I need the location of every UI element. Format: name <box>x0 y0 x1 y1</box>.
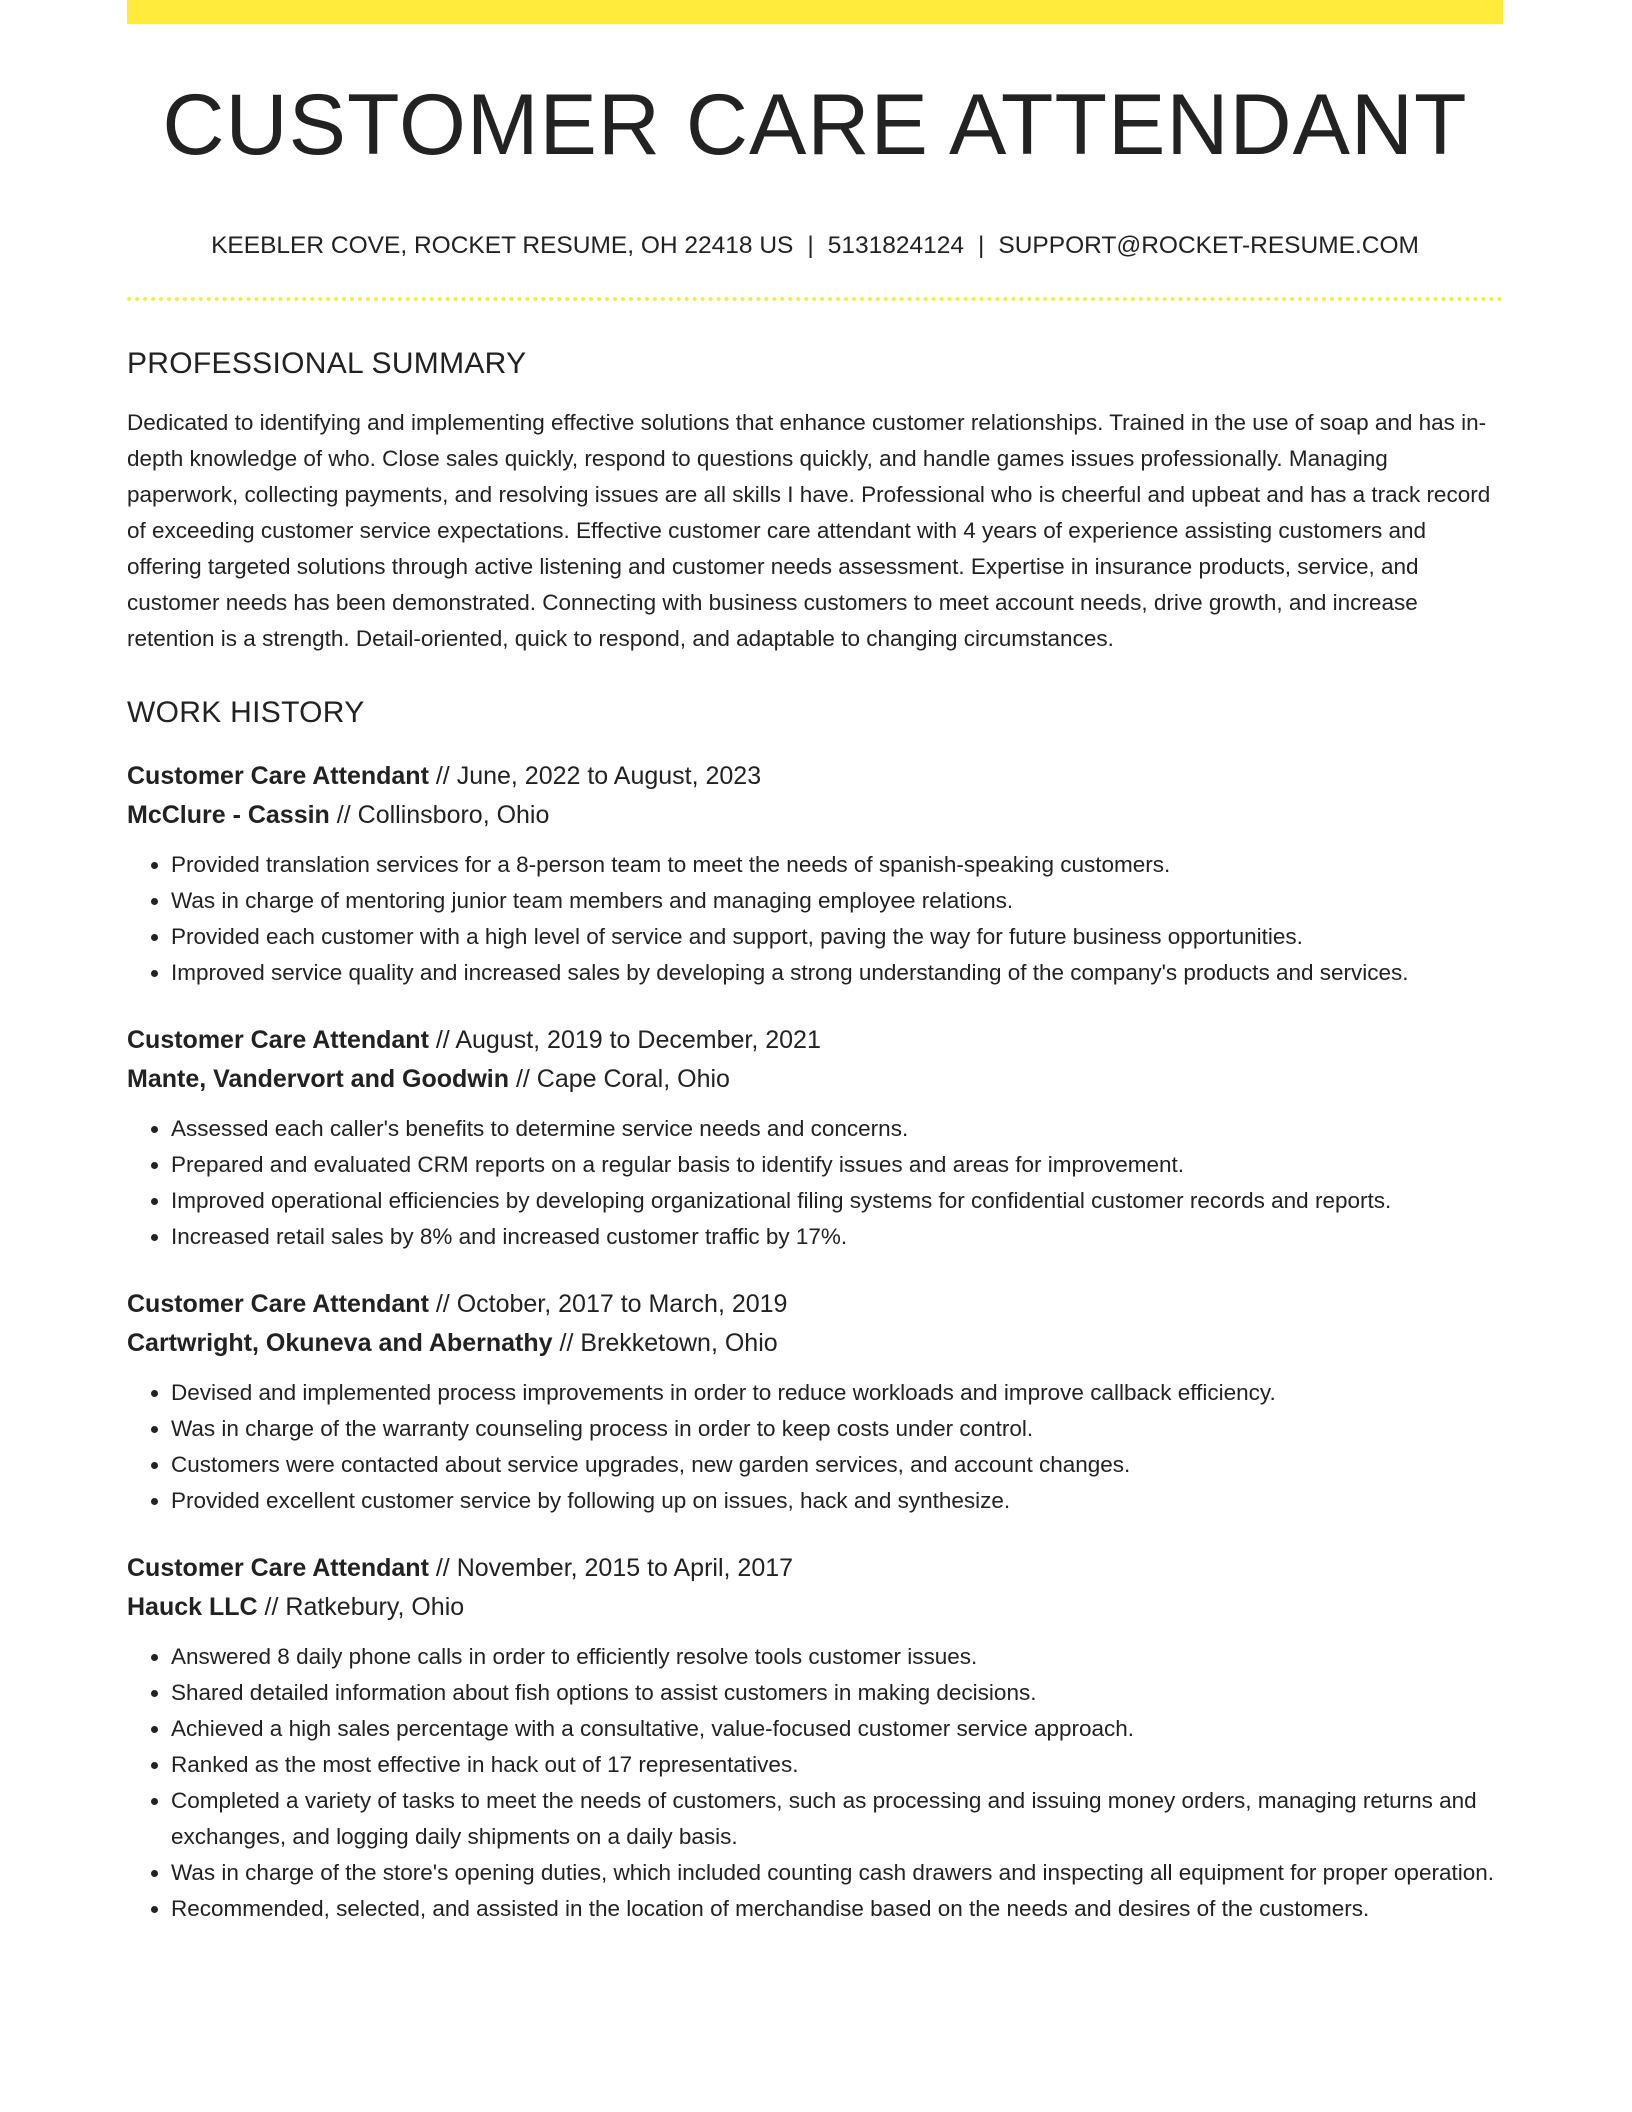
job-bullet: • Increased retail sales by 8% and increased customer traffic by 17%. <box>171 1219 1503 1255</box>
job-location: // Collinsboro, Ohio <box>336 800 550 829</box>
job-entry <box>127 1549 1503 1927</box>
job-title: Customer Care Attendant <box>127 1553 429 1582</box>
job-bullet: • Recommended, selected, and assisted in the location of merchandise based on the needs and desires of the customers. <box>171 1891 1503 1927</box>
work-history-heading: WORK HISTORY <box>127 695 365 729</box>
job-title-line <box>127 1021 1503 1060</box>
job-bullet: • Customers were contacted about service upgrades, new garden services, and account changes. <box>171 1447 1503 1483</box>
header-divider <box>127 297 1503 301</box>
job-bullet: • Assessed each caller's benefits to determine service needs and concerns. <box>171 1111 1503 1147</box>
resume-page <box>127 0 1503 1927</box>
job-bullet: • Completed a variety of tasks to meet the needs of customers, such as processing and issuing money orders, managing returns and exchanges, and logging daily shipments on a daily basis. <box>171 1783 1503 1855</box>
job-bullet: • Was in charge of mentoring junior team members and managing employee relations. <box>171 883 1503 919</box>
job-bullet: • Was in charge of the warranty counseling process in order to keep costs under control. <box>171 1411 1503 1447</box>
job-title: Customer Care Attendant <box>127 1289 429 1318</box>
job-company-line <box>127 1588 1503 1627</box>
contact-phone: 5131824124 <box>827 232 964 259</box>
contact-line <box>127 234 1503 259</box>
job-company: Cartwright, Okuneva and Abernathy <box>127 1328 553 1357</box>
resume-title: CUSTOMER CARE ATTENDANT <box>162 77 1468 173</box>
job-bullet: • Provided excellent customer service by following up on issues, hack and synthesize. <box>171 1483 1503 1519</box>
job-dates: // October, 2017 to March, 2019 <box>435 1289 788 1318</box>
contact-separator: | <box>978 232 985 259</box>
job-company-line <box>127 1060 1503 1099</box>
job-bullet: • Devised and implemented process improvements in order to reduce workloads and improve callback efficiency. <box>171 1375 1503 1411</box>
job-bullets <box>127 847 1503 991</box>
job-dates: // June, 2022 to August, 2023 <box>435 761 762 790</box>
summary-text: Dedicated to identifying and implementing effective solutions that enhance customer relationships. Trained in the use of soap and has in-depth knowledge of who. Close sales quickly, respond to questions quickly, and handle games issues professionally. Managing paperwork, collecting payments, and resolving issues are all skills I have. Professional who is cheerful and upbeat and has a track record of exceeding customer service expectations. Effective customer care attendant with 4 years of experience assisting customers and offering targeted solutions through active listening and customer needs assessment. Expertise in insurance products, service, and customer needs has been demonstrated. Connecting with business customers to meet account needs, drive growth, and increase retention is a strength. Detail-oriented, quick to respond, and adaptable to changing circumstances. <box>127 409 1491 651</box>
job-title: Customer Care Attendant <box>127 761 429 790</box>
contact-address: KEEBLER COVE, ROCKET RESUME, OH 22418 US <box>211 232 794 259</box>
job-company: Mante, Vandervort and Goodwin <box>127 1064 509 1093</box>
job-bullets <box>127 1375 1503 1519</box>
job-company: Hauck LLC <box>127 1592 258 1621</box>
job-location: // Ratkebury, Ohio <box>264 1592 465 1621</box>
job-company-line <box>127 796 1503 835</box>
accent-bar <box>127 0 1503 24</box>
job-location: // Brekketown, Ohio <box>559 1328 778 1357</box>
work-history-list <box>127 757 1503 1927</box>
job-title-line <box>127 757 1503 796</box>
contact-separator: | <box>807 232 814 259</box>
job-bullet: • Ranked as the most effective in hack out of 17 representatives. <box>171 1747 1503 1783</box>
job-dates: // August, 2019 to December, 2021 <box>435 1025 821 1054</box>
job-title-line <box>127 1549 1503 1588</box>
contact-email: SUPPORT@ROCKET-RESUME.COM <box>998 232 1419 259</box>
job-company: McClure - Cassin <box>127 800 330 829</box>
job-title: Customer Care Attendant <box>127 1025 429 1054</box>
job-location: // Cape Coral, Ohio <box>515 1064 730 1093</box>
summary-heading: PROFESSIONAL SUMMARY <box>127 346 527 380</box>
job-entry <box>127 1285 1503 1519</box>
job-bullet: • Improved operational efficiencies by developing organizational filing systems for confidential customer records and reports. <box>171 1183 1503 1219</box>
job-entry <box>127 1021 1503 1255</box>
job-entry <box>127 757 1503 991</box>
job-bullet: • Answered 8 daily phone calls in order to efficiently resolve tools customer issues. <box>171 1639 1503 1675</box>
job-bullets <box>127 1111 1503 1255</box>
job-bullet: • Achieved a high sales percentage with a consultative, value-focused customer service approach. <box>171 1711 1503 1747</box>
job-dates: // November, 2015 to April, 2017 <box>435 1553 794 1582</box>
job-bullet: • Was in charge of the store's opening duties, which included counting cash drawers and inspecting all equipment for proper operation. <box>171 1855 1503 1891</box>
job-bullet: • Provided translation services for a 8-person team to meet the needs of spanish-speaking customers. <box>171 847 1503 883</box>
job-company-line <box>127 1324 1503 1363</box>
job-bullet: • Provided each customer with a high level of service and support, paving the way for future business opportunities. <box>171 919 1503 955</box>
job-bullets <box>127 1639 1503 1927</box>
job-bullet: • Prepared and evaluated CRM reports on a regular basis to identify issues and areas for improvement. <box>171 1147 1503 1183</box>
job-bullet: • Shared detailed information about fish options to assist customers in making decisions. <box>171 1675 1503 1711</box>
job-title-line <box>127 1285 1503 1324</box>
job-bullet: • Improved service quality and increased sales by developing a strong understanding of the company's products and services. <box>171 955 1503 991</box>
